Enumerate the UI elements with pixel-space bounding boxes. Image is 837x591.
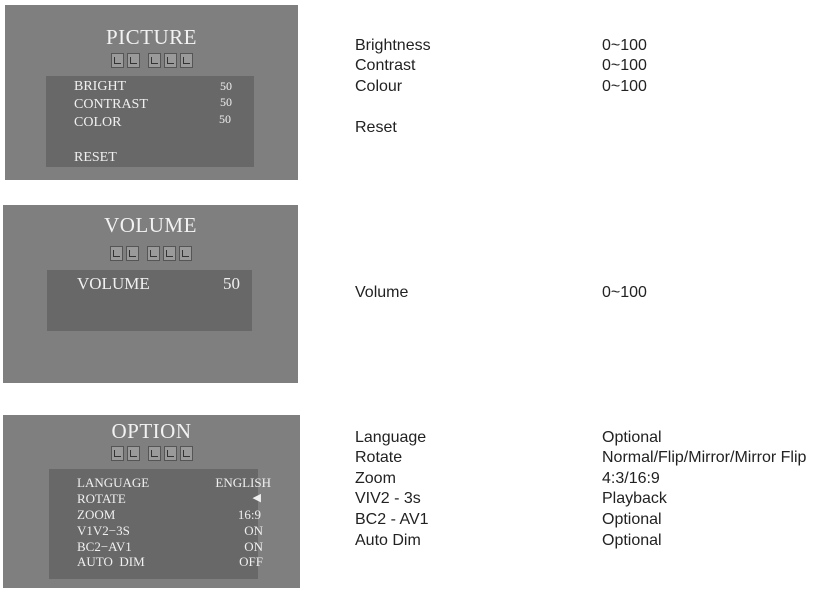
picture-icon (110, 246, 123, 261)
color-icon (148, 53, 161, 68)
item-value: ON (244, 523, 263, 538)
menu-item-reset[interactable] (74, 150, 117, 166)
item-value: ◀ (252, 492, 261, 504)
item-label: V1V2−3S (77, 523, 130, 538)
menu-item-bright[interactable] (74, 79, 244, 95)
picture-menu-panel (5, 5, 298, 180)
desc-range: Optional (602, 429, 662, 446)
item-value: 50 (220, 79, 232, 93)
item-value: 16:9 (237, 507, 261, 522)
adjust-icon (127, 53, 140, 68)
menu-item-v1v2[interactable] (77, 523, 263, 539)
color-icon (147, 246, 160, 261)
item-value: 50 (223, 274, 240, 293)
menu-title: VOLUME (104, 213, 197, 237)
item-label: ROTATE (77, 491, 126, 506)
menu-title: PICTURE (105, 25, 197, 49)
desc-name: Rotate (355, 449, 403, 466)
desc-name: Language (355, 429, 427, 446)
item-label: COLOR (74, 115, 122, 130)
menu-item-bc2-av1[interactable] (77, 539, 263, 555)
menu-item-contrast[interactable] (74, 97, 244, 113)
desc-range: 0~100 (602, 284, 647, 301)
item-label: CONTRAST (74, 97, 148, 112)
item-value: OFF (239, 554, 263, 569)
picture-icon (111, 53, 124, 68)
desc-range: Playback (602, 490, 667, 507)
item-label: ZOOM (77, 507, 116, 522)
desc-range: Optional (602, 532, 662, 549)
desc-name: Contrast (355, 57, 416, 74)
desc-range: Optional (602, 511, 662, 528)
desc-name: Reset (355, 119, 397, 136)
desc-range: 0~100 (602, 57, 647, 74)
menu-item-volume[interactable] (77, 274, 247, 294)
item-value: ON (244, 539, 263, 554)
item-label: VOLUME (77, 274, 150, 293)
desc-name: VIV2 - 3s (355, 490, 421, 507)
menu-item-auto-dim[interactable] (77, 554, 263, 570)
menu-item-language[interactable] (77, 475, 271, 491)
desc-name: Auto Dim (355, 532, 421, 549)
desc-name: Brightness (355, 37, 431, 54)
menu-icons (3, 446, 300, 461)
desc-name: Zoom (355, 470, 396, 487)
adjust-icon (127, 446, 140, 461)
picture-icon (111, 446, 124, 461)
item-label: LANGUAGE (77, 475, 150, 490)
menu-items-box (49, 469, 271, 579)
desc-range: Normal/Flip/Mirror/Mirror Flip (602, 449, 807, 466)
menu-icons (3, 246, 298, 261)
item-value: ENGLISH (215, 475, 271, 490)
item-label: AUTO DIM (77, 554, 145, 569)
menu-title: OPTION (111, 419, 192, 443)
menu-item-zoom[interactable] (77, 507, 261, 523)
desc-name: BC2 - AV1 (355, 511, 429, 528)
item-label: BRIGHT (74, 79, 127, 94)
menu-item-rotate[interactable] (77, 491, 261, 507)
item-label: RESET (74, 150, 117, 165)
menu-items-box (47, 270, 252, 331)
system-icon (180, 53, 193, 68)
item-value: 50 (219, 112, 231, 126)
item-value: 50 (220, 95, 232, 109)
system-icon (180, 446, 193, 461)
desc-range: 0~100 (602, 37, 647, 54)
desc-range: 4:3/16:9 (602, 470, 660, 487)
option-icon (163, 246, 176, 261)
desc-range: 0~100 (602, 78, 647, 95)
desc-name: Volume (355, 284, 409, 301)
option-menu-panel (3, 415, 300, 588)
desc-name: Colour (355, 78, 403, 95)
option-icon (164, 446, 177, 461)
item-label: BC2−AV1 (77, 539, 132, 554)
menu-items-box (46, 76, 254, 167)
option-icon (164, 53, 177, 68)
adjust-icon (126, 246, 139, 261)
menu-icons (5, 53, 298, 68)
system-icon (179, 246, 192, 261)
menu-item-color[interactable] (74, 112, 244, 131)
color-icon (148, 446, 161, 461)
volume-menu-panel (3, 205, 298, 383)
